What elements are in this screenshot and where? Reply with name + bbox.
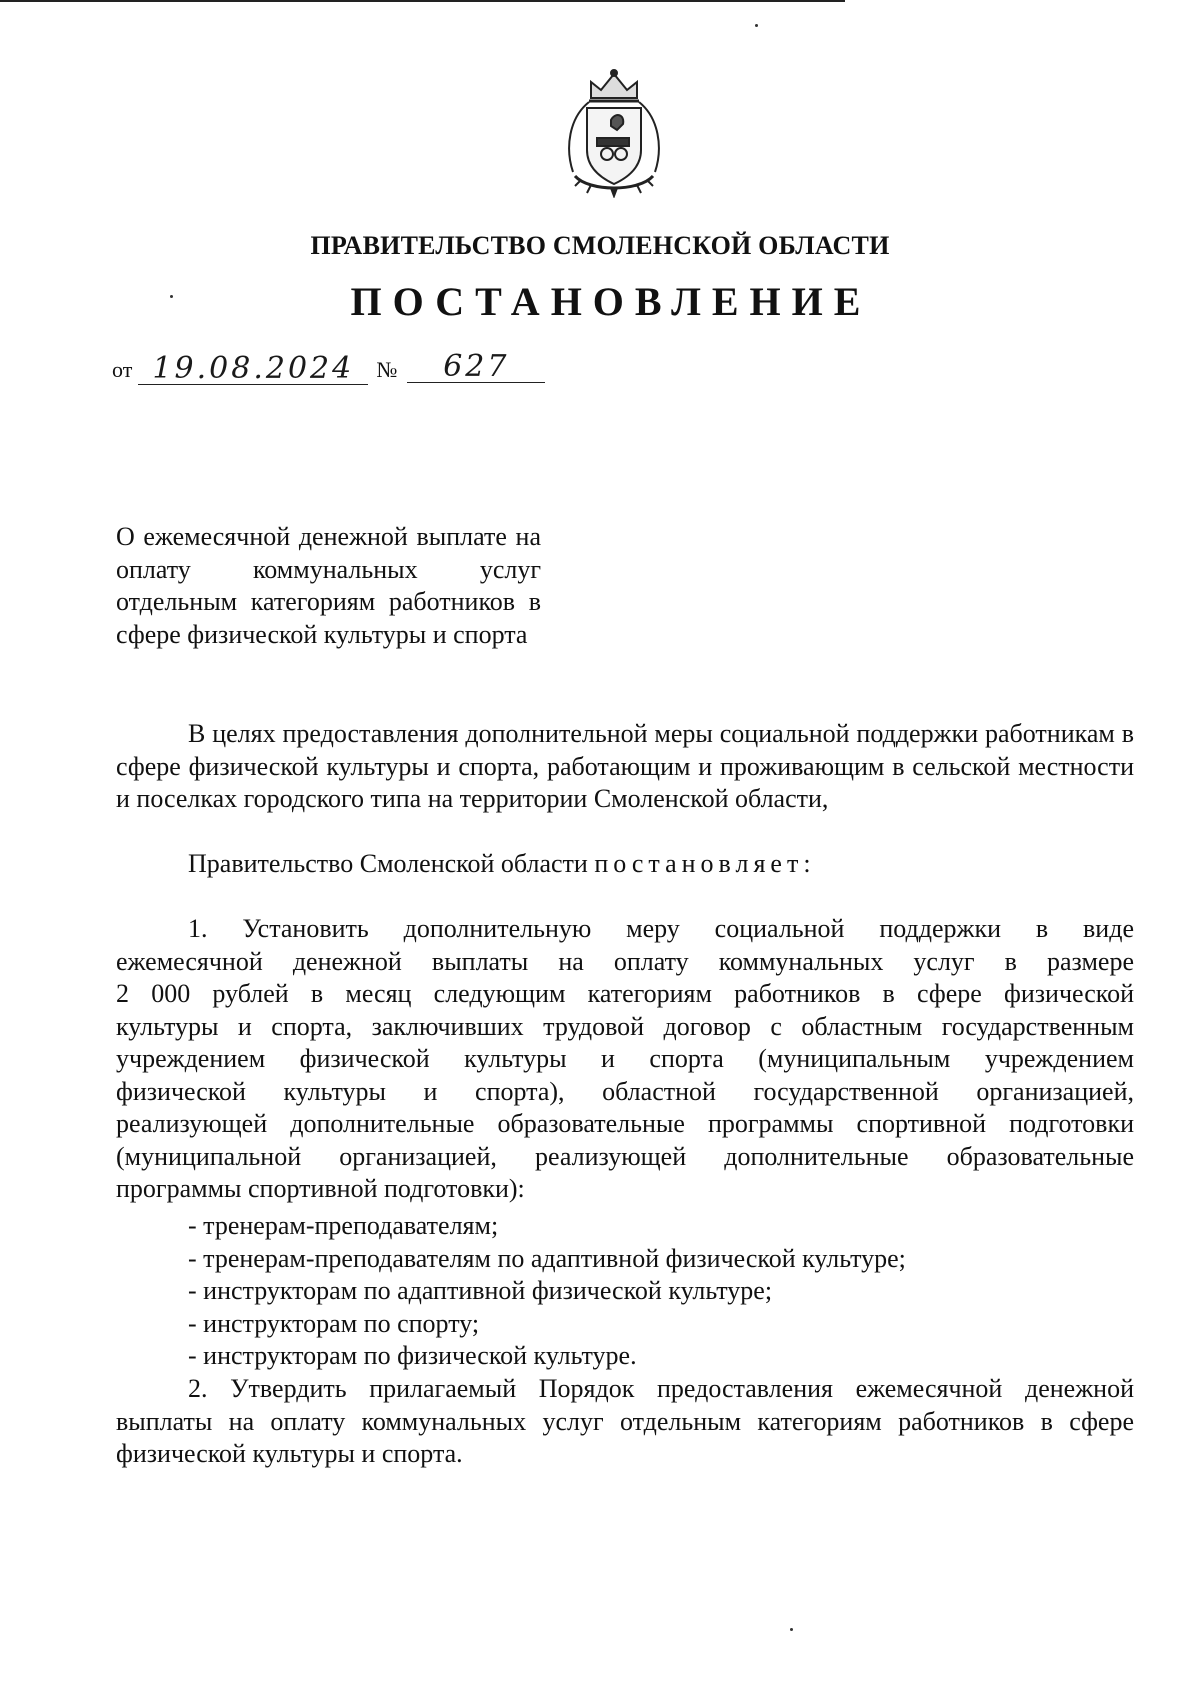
- list-item: - инструкторам по физической культуре.: [188, 1341, 637, 1370]
- item-1: [116, 913, 1134, 1206]
- scan-speck: [790, 1628, 793, 1631]
- list-item: - инструкторам по спорту;: [188, 1308, 480, 1338]
- item-1-line: (муниципальной организацией, реализующей дополнительные образовательные: [116, 1141, 1134, 1171]
- list-item: - тренерам-преподавателям;: [188, 1211, 499, 1240]
- resolution-subject: Правительство Смоленской области: [188, 849, 588, 878]
- preamble-paragraph: В целях предоставления дополнительной меры социальной поддержки работникам в сфере физической культуры и спорта, работающим и проживающим в сельской местности и поселках городского типа на территории Смоленской области,: [116, 719, 1134, 813]
- resolution-verb: постановляет:: [594, 849, 816, 878]
- scan-speck: [755, 24, 758, 27]
- date-prefix: от: [112, 357, 133, 382]
- document-title: О ежемесячной денежной выплате на оплату коммунальных услуг отдельным категориям работников в сфере физической культуры и спорта: [116, 522, 541, 649]
- resolution-clause: [116, 848, 1134, 881]
- organization-name: ПРАВИТЕЛЬСТВО СМОЛЕНСКОЙ ОБЛАСТИ: [310, 231, 890, 260]
- item-2: 2. Утвердить прилагаемый Порядок предоставления ежемесячной денежной выплаты на оплату коммунальных услуг отдельным категориям работников в сфере физической культуры и спорта.: [116, 1374, 1134, 1468]
- item-1-line: культуры и спорта, заключивших трудовой договор с областным государственным: [116, 1011, 1134, 1041]
- document-type: ПОСТАНОВЛЕНИЕ: [350, 279, 872, 324]
- item-1-line: реализующей дополнительные образовательные программы спортивной подготовки: [116, 1109, 1134, 1138]
- item-1-line: программы спортивной подготовки):: [116, 1174, 525, 1203]
- item-1-line: ежемесячной денежной выплаты на оплату коммунальных услуг в размере: [116, 946, 1134, 976]
- handwritten-number: 627: [407, 352, 545, 383]
- scan-top-edge: [0, 0, 845, 2]
- document-dateline: [112, 349, 545, 386]
- item-1-line: учреждением физической культуры и спорта (муниципальным учреждением: [116, 1044, 1134, 1073]
- number-prefix: №: [376, 357, 398, 382]
- list-item: - тренерам-преподавателям по адаптивной физической культуре;: [188, 1243, 906, 1273]
- handwritten-date: 19.08.2024: [138, 354, 368, 385]
- item-1-line: 2 000 рублей в месяц следующим категориям работников в сфере физической: [116, 979, 1134, 1008]
- list-item: - инструкторам по адаптивной физической культуре;: [188, 1276, 773, 1305]
- categories-list: [116, 1210, 1134, 1373]
- smolensk-coat-of-arms-icon: [555, 68, 673, 198]
- item-1-line: физической культуры и спорта), областной государственной организацией,: [116, 1076, 1134, 1106]
- item-1-line: 1. Установить дополнительную меру социальной поддержки в виде: [188, 914, 1134, 943]
